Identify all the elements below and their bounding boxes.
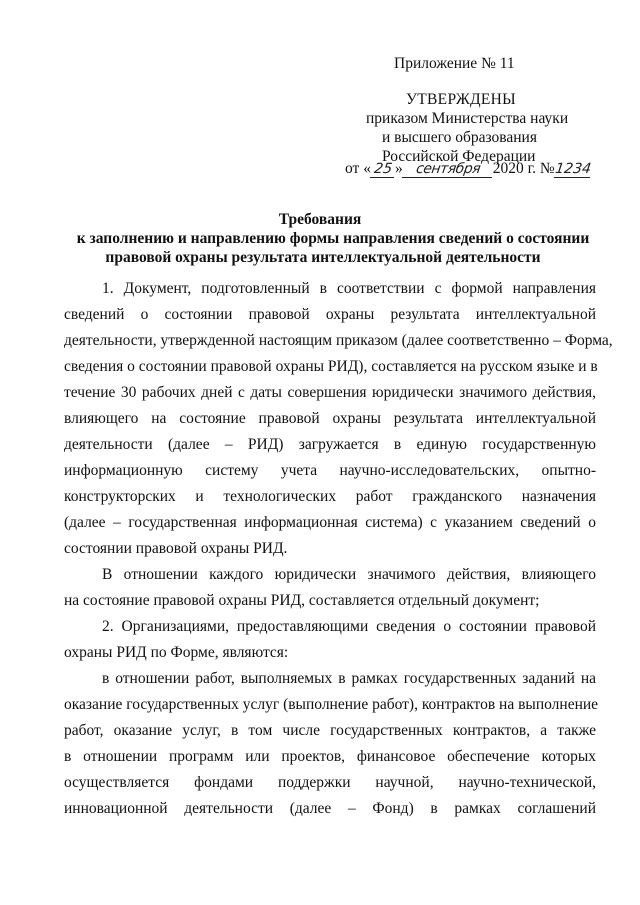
appendix-number: Приложение № 11 bbox=[394, 55, 515, 72]
body-line: сведений о состоянии правовой охраны результата интеллектуальной bbox=[64, 306, 596, 323]
order-line-1: приказом Министерства науки bbox=[366, 110, 569, 127]
body-line: инновационной деятельности (далее – Фонд) в рамках соглашений bbox=[64, 800, 596, 817]
body-line: охраны РИД по Форме, являются: bbox=[64, 644, 289, 661]
body-line: 1. Документ, подготовленный в соответствии с формой направления bbox=[102, 280, 596, 297]
order-date-line bbox=[345, 160, 591, 178]
title-line-3: правовой охраны результата интеллектуальной деятельности bbox=[105, 249, 541, 266]
date-quote-close: » bbox=[394, 160, 403, 177]
body-line: деятельности, утвержденной настоящим приказом (далее соответственно – Форма, bbox=[64, 332, 613, 349]
body-line: на состояние правовой охраны РИД, составляется отдельный документ; bbox=[64, 592, 540, 609]
body-line: деятельности (далее – РИД) загружается в единую государственную bbox=[64, 436, 596, 453]
body-line: состоянии правовой охраны РИД. bbox=[64, 540, 288, 557]
body-line: (далее – государственная информационная система) с указанием сведений о bbox=[64, 514, 596, 531]
handwritten-day: 25 bbox=[370, 162, 396, 178]
body-line: сведения о состоянии правовой охраны РИД), составляется на русском языке и в bbox=[64, 358, 598, 375]
order-line-2: и высшего образования bbox=[382, 129, 537, 146]
body-line: в отношении программ или проектов, финансовое обеспечение которых bbox=[64, 748, 596, 765]
approved-heading: УТВЕРЖДЕНЫ bbox=[406, 91, 516, 108]
date-year: 2020 г. № bbox=[492, 160, 555, 177]
date-prefix: от « bbox=[345, 160, 371, 177]
title-line-2: к заполнению и направлению формы направления сведений о состоянии bbox=[76, 230, 590, 247]
body-line: 2. Организациями, предоставляющими сведения о состоянии правовой bbox=[102, 618, 596, 635]
title-heading: Требования bbox=[278, 211, 362, 228]
body-line: В отношении каждого юридически значимого действия, влияющего bbox=[102, 566, 596, 583]
order-line-3: Российской Федерации bbox=[382, 148, 536, 165]
body-line: информационную систему учета научно-исследовательских, опытно- bbox=[64, 462, 596, 479]
handwritten-order-number: 1234 bbox=[553, 161, 592, 177]
body-line: оказание государственных услуг (выполнение работ), контрактов на выполнение bbox=[64, 696, 599, 713]
handwritten-month: сентября bbox=[402, 162, 494, 178]
body-line: конструкторских и технологических работ гражданского назначения bbox=[64, 488, 596, 505]
body-line: в отношении работ, выполняемых в рамках государственных заданий на bbox=[102, 670, 596, 687]
body-line: течение 30 рабочих дней с даты совершения юридически значимого действия, bbox=[64, 384, 596, 401]
body-line: осуществляется фондами поддержки научной, научно-технической, bbox=[64, 774, 596, 791]
body-line: влияющего на состояние правовой охраны результата интеллектуальной bbox=[64, 410, 596, 427]
body-line: работ, оказание услуг, в том числе государственных контрактов, а также bbox=[64, 722, 596, 739]
